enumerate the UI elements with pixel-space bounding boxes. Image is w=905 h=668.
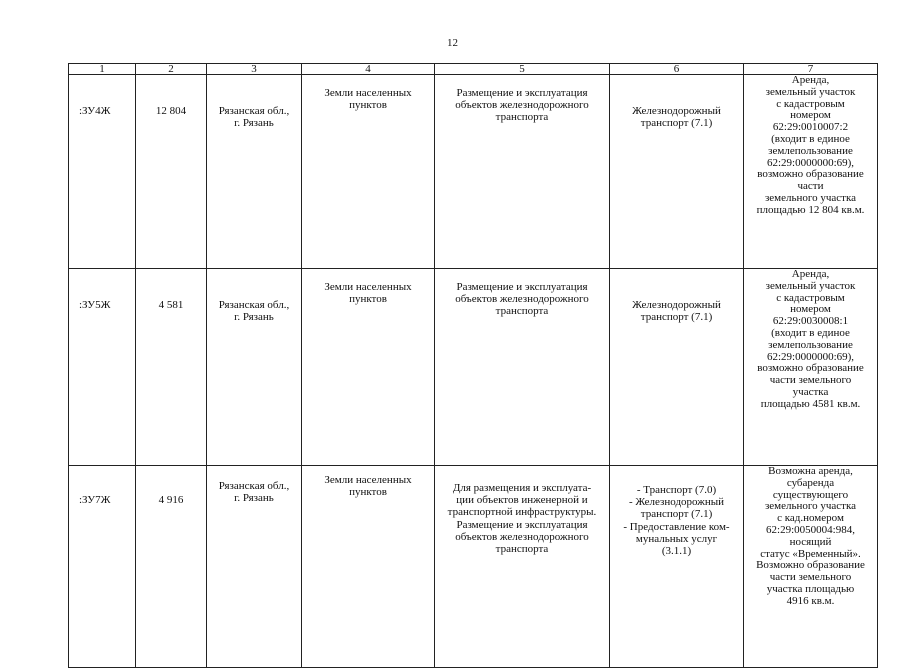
category-line: Земли населенных: [324, 474, 412, 486]
purpose-line: объектов железнодорожного: [455, 293, 589, 306]
notes-line: возможно образование: [757, 362, 864, 375]
column-header: 6: [610, 64, 744, 75]
notes-line: носящий: [789, 535, 832, 548]
table-row: [69, 466, 878, 668]
land-category: [302, 269, 435, 466]
category-line: пунктов: [349, 293, 387, 306]
notes-line: 62:29:0000000:69),: [766, 156, 855, 169]
column-header: 1: [69, 64, 136, 75]
plot-code: :ЗУ5Ж: [69, 269, 136, 466]
land-category: [302, 75, 435, 269]
column-header: 4: [302, 64, 435, 75]
notes-line: 4916 кв.м.: [786, 594, 835, 607]
category-line: пунктов: [349, 99, 387, 112]
vri-line: транспорт (7.1): [640, 311, 713, 324]
notes-line: площадью 12 804 кв.м.: [756, 203, 865, 216]
land-purpose: [435, 466, 610, 668]
notes-line: земельного участка: [764, 500, 857, 513]
plot-notes: [744, 75, 878, 269]
land-plots-table: [68, 63, 878, 668]
notes-line: 62:29:0000000:69),: [766, 350, 855, 363]
location-line: г. Рязань: [234, 311, 274, 324]
purpose-line: транспортной инфраструктуры.: [447, 506, 597, 519]
column-header: 2: [136, 64, 207, 75]
permitted-use: [610, 269, 744, 466]
notes-line: площадью 4581 кв.м.: [760, 397, 861, 410]
vri-line: Железнодорожный: [632, 105, 721, 117]
column-header: 5: [435, 64, 610, 75]
notes-line: участка: [792, 385, 829, 398]
notes-line: 62:29:0050004:984,: [766, 523, 855, 536]
purpose-line: ции объектов инженерной и: [456, 494, 588, 507]
notes-line: номером: [790, 303, 831, 316]
plot-location: [207, 75, 302, 269]
purpose-line: объектов железнодорожного: [455, 99, 589, 112]
purpose-line: транспорта: [495, 305, 549, 318]
plot-code: :ЗУ7Ж: [69, 466, 136, 668]
header-row: [69, 64, 878, 75]
notes-line: Возможно образование: [756, 559, 865, 572]
plot-notes: [744, 466, 878, 668]
category-line: Земли населенных: [324, 281, 412, 293]
location-line: г. Рязань: [234, 492, 274, 505]
category-line: пунктов: [349, 486, 387, 499]
table-row: [69, 269, 878, 466]
page-number: 12: [447, 37, 458, 49]
notes-line: возможно образование: [757, 168, 864, 181]
notes-line: 62:29:0030008:1: [772, 315, 849, 328]
plot-area: 12 804: [136, 75, 207, 269]
land-purpose: [435, 269, 610, 466]
purpose-line: объектов железнодорожного: [455, 530, 589, 543]
location-line: Рязанская обл.,: [218, 105, 290, 117]
notes-line: части земельного: [769, 571, 852, 584]
notes-line: с кадастровым: [776, 291, 845, 304]
plot-location: [207, 466, 302, 668]
notes-line: номером: [790, 109, 831, 122]
land-purpose: [435, 75, 610, 269]
vri-line: - Транспорт (7.0): [636, 484, 717, 496]
notes-line: существующего: [772, 488, 849, 501]
purpose-line: Размещение и эксплуатация: [456, 87, 588, 99]
vri-line: Железнодорожный: [632, 299, 721, 311]
notes-line: Аренда,: [791, 74, 830, 86]
notes-line: земельного участка: [764, 191, 857, 204]
purpose-line: Для размещения и эксплуата-: [452, 482, 592, 494]
column-header: 7: [744, 64, 878, 75]
notes-line: 62:29:0010007:2: [772, 121, 849, 134]
plot-code: :ЗУ4Ж: [69, 75, 136, 269]
notes-line: с кад.номером: [777, 512, 844, 525]
notes-line: Возможна аренда,: [768, 465, 853, 477]
column-header: 3: [207, 64, 302, 75]
notes-line: части: [797, 180, 824, 193]
notes-line: Аренда,: [791, 268, 830, 280]
notes-line: земельный участок: [765, 279, 856, 292]
location-line: г. Рязань: [234, 117, 274, 130]
notes-line: субаренда: [786, 476, 835, 489]
notes-line: землепользование: [768, 338, 853, 351]
vri-line: - Предоставление ком-: [623, 520, 730, 533]
notes-line: статус «Временный».: [760, 547, 861, 560]
plot-area: 4 581: [136, 269, 207, 466]
vri-line: (3.1.1): [661, 545, 692, 558]
notes-line: с кадастровым: [776, 97, 845, 110]
vri-line: транспорт (7.1): [640, 508, 713, 521]
table-row: [69, 75, 878, 269]
notes-line: (входит в единое: [771, 132, 850, 145]
notes-line: части земельного: [769, 374, 852, 387]
vri-line: - Железнодорожный: [628, 496, 725, 509]
category-line: Земли населенных: [324, 87, 412, 99]
permitted-use: [610, 75, 744, 269]
purpose-line: транспорта: [495, 543, 549, 556]
purpose-line: Размещение и эксплуатация: [456, 281, 588, 293]
location-line: Рязанская обл.,: [218, 299, 290, 311]
permitted-use: [610, 466, 744, 668]
plot-location: [207, 269, 302, 466]
land-category: [302, 466, 435, 668]
plot-notes: [744, 269, 878, 466]
vri-line: транспорт (7.1): [640, 117, 713, 130]
plot-area: 4 916: [136, 466, 207, 668]
notes-line: участка площадью: [766, 582, 855, 595]
notes-line: землепользование: [768, 144, 853, 157]
notes-line: земельный участок: [765, 85, 856, 98]
notes-line: (входит в единое: [771, 326, 850, 339]
vri-line: мунальных услуг: [635, 532, 718, 545]
purpose-line: транспорта: [495, 111, 549, 124]
purpose-line: Размещение и эксплуатация: [456, 518, 588, 531]
location-line: Рязанская обл.,: [218, 480, 290, 492]
